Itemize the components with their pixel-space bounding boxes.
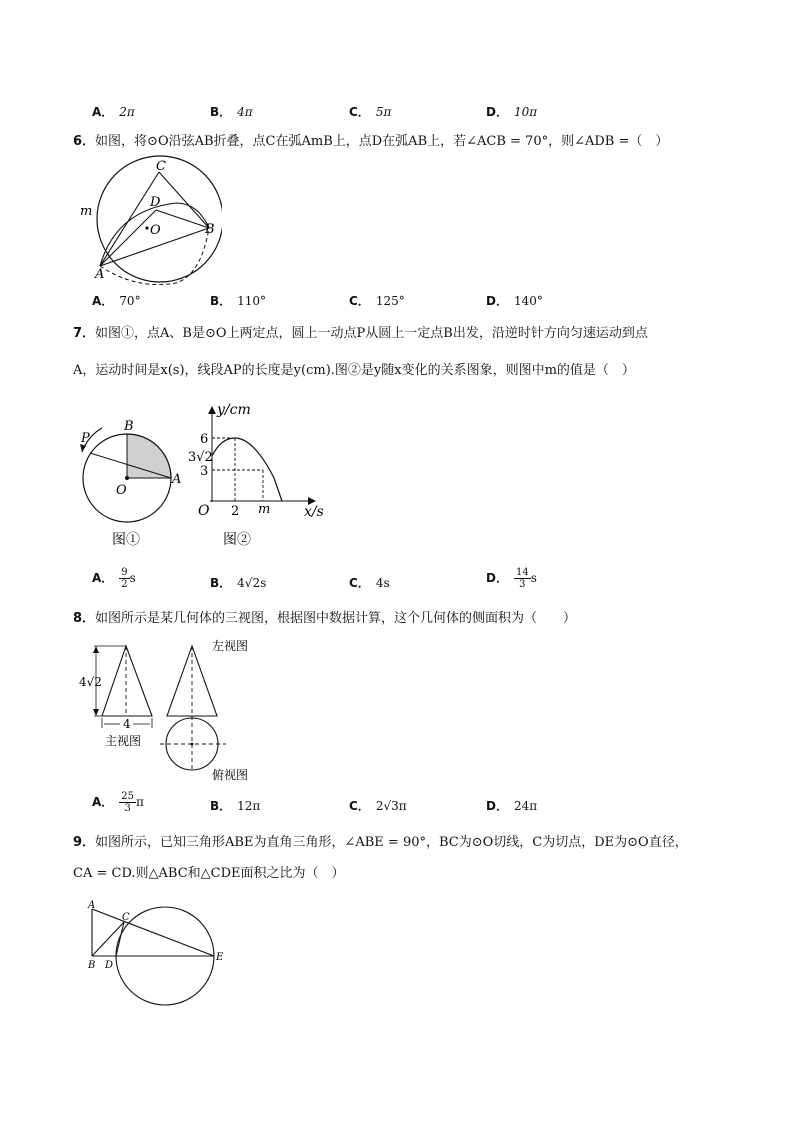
q7-fig2-x-axis: x/s <box>304 504 324 520</box>
q7-fig2-y-axis: y/cm <box>217 402 251 418</box>
q7-stem-line2: A，运动时间是x(s)，线段AP的长度是y(cm).图②是y随x变化的关系图象，则图中m的值是（ ） <box>73 363 635 378</box>
q8-option-c: C． 2√3π <box>349 799 407 813</box>
q7-fig1-caption: 图① <box>112 532 140 548</box>
q9-label-d: D <box>105 960 114 971</box>
q9-label-a: A <box>88 900 96 911</box>
q7-fig1-label-o: O <box>116 483 127 498</box>
q9-stem-line2: CA = CD.则△ABC和△CDE面积之比为（ ） <box>73 866 345 881</box>
q7-fig1-label-b: B <box>124 419 134 434</box>
q7-option-c: C． 4s <box>349 576 390 590</box>
q7-fig1-label-a: A <box>172 472 182 487</box>
q7-fig2-y3: 3 <box>200 464 209 479</box>
q6-option-b: B． 110° <box>210 294 267 308</box>
q6-option-a: A． 70° <box>92 294 141 308</box>
q8-label-front: 主视图 <box>105 734 142 748</box>
q7-fig2-y6: 6 <box>200 432 209 447</box>
q6-label-b: B <box>205 222 215 237</box>
q8-label-left: 左视图 <box>212 639 249 653</box>
q8-option-b: B． 12π <box>210 799 261 813</box>
q8-label-height: 4√2 <box>79 675 102 689</box>
q7-stem-line1: 7．如图①，点A、B是⊙O上两定点，圆上一动点P从圆上一定点B出发，沿逆时针方向匀速运动到点 <box>73 326 648 341</box>
q5-option-b: B． 4π <box>210 105 253 119</box>
q9-stem-line1: 9．如图所示，已知三角形ABE为直角三角形，∠ABE = 90°，BC为⊙O切线，C为切点，DE为⊙O直径， <box>73 835 688 850</box>
q6-label-c: C <box>156 159 166 174</box>
q7-option-d: D． $\frac{14}{3}$ s <box>486 567 537 590</box>
q8-label-base: 4 <box>123 717 131 731</box>
q9-figure <box>84 896 234 1008</box>
q5-option-d: D． 10π <box>486 105 538 119</box>
q7-fig2-xm: m <box>258 502 271 517</box>
q7-fig2-x2: 2 <box>231 504 240 519</box>
q7-fig1-label-p: P <box>81 431 90 446</box>
q6-label-m: m <box>80 204 93 219</box>
q7-fig2-caption: 图② <box>223 532 251 548</box>
q6-stem: 6．如图，将⊙O沿弦AB折叠，点C在弧AmB上，点D在弧AB上，若∠ACB = 70°，则∠ADB =（ ） <box>73 134 669 149</box>
q8-label-top: 俯视图 <box>212 768 249 782</box>
q6-label-a: A <box>95 267 105 282</box>
q5-option-a: A． 2π <box>92 105 135 119</box>
q7-option-a: A． $\frac{9}{2}$ s <box>92 567 136 590</box>
q6-label-d: D <box>150 195 161 210</box>
q6-option-d: D． 140° <box>486 294 543 308</box>
q5-option-c: C． 5π <box>349 105 392 119</box>
q7-fig2-origin: O <box>198 503 210 519</box>
q8-three-views <box>78 632 268 784</box>
q8-stem: 8．如图所示是某几何体的三视图，根据图中数据计算，这个几何体的侧面积为（ ） <box>73 611 577 626</box>
q8-option-a: A． $\frac{25}{3}$ π <box>92 791 144 814</box>
q7-fig2-y-sqrt: 3√2 <box>188 450 213 465</box>
q6-figure <box>76 155 222 285</box>
q8-option-d: D． 24π <box>486 799 538 813</box>
q7-option-b: B． 4√2s <box>210 576 267 590</box>
q6-option-c: C． 125° <box>349 294 405 308</box>
q9-label-c: C <box>122 912 130 923</box>
q9-label-b: B <box>88 960 96 971</box>
q6-label-o: O <box>150 223 161 238</box>
q9-label-e: E <box>216 952 224 963</box>
q7-figures <box>72 400 332 555</box>
